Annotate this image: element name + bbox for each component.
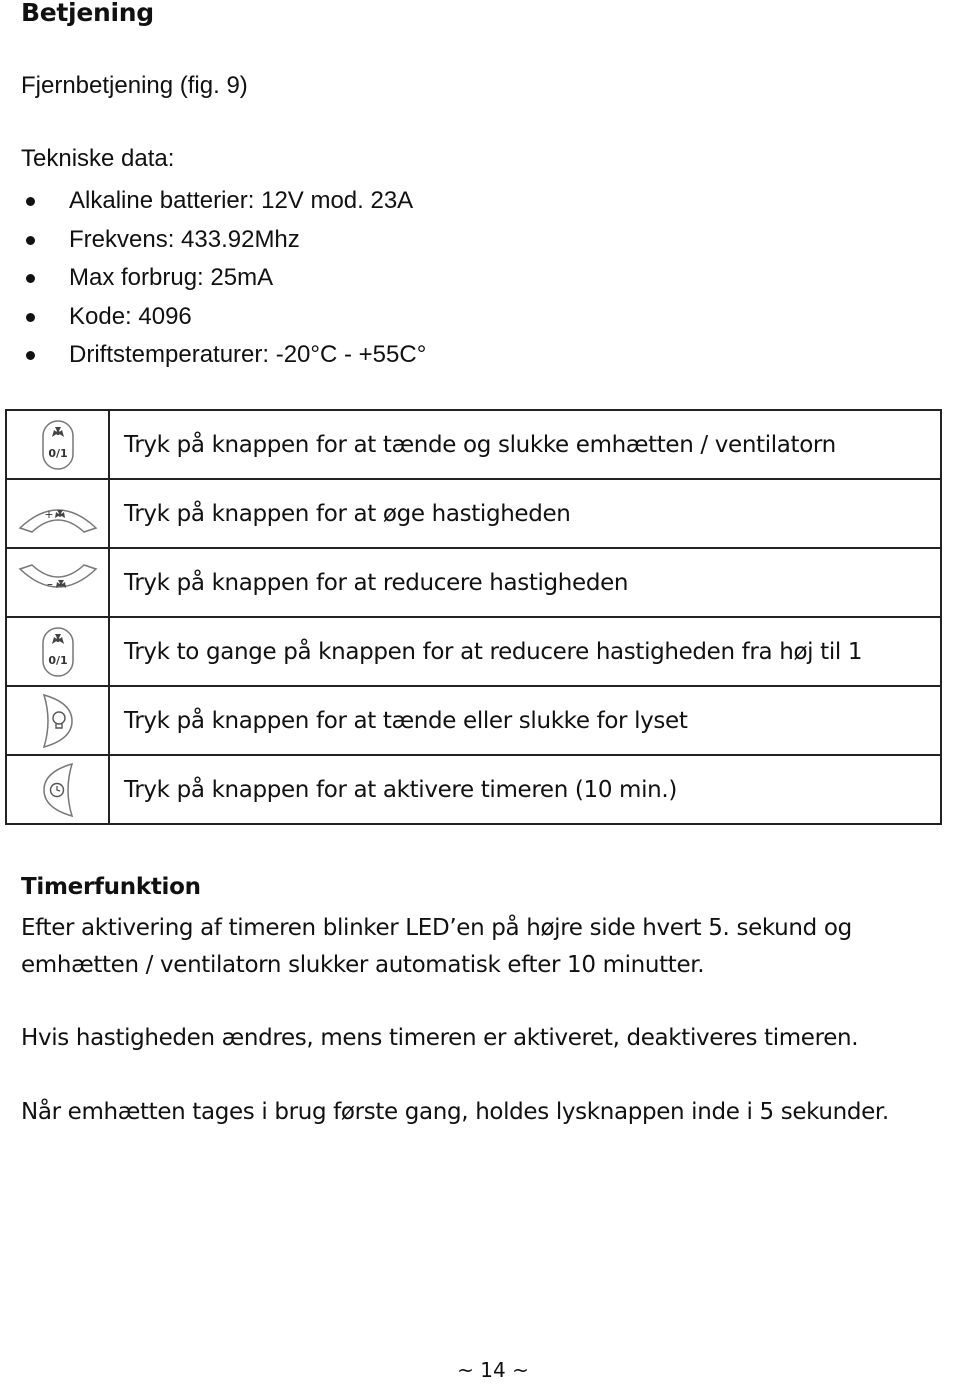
power-fan-button-icon — [40, 419, 76, 471]
svg-text:0/1: 0/1 — [47, 653, 68, 667]
timer-speed-change-note: Hvis hastigheden ændres, mens timeren er aktiveret, deaktiveres timeren. — [21, 1025, 859, 1051]
fan-speed-minus-button-icon — [16, 563, 100, 603]
remote-caption: Fjernbetjening (fig. 9) — [21, 72, 248, 99]
svg-text:+: + — [43, 507, 54, 521]
button-description: Tryk på knappen for at tænde eller slukke for lyset — [109, 686, 941, 755]
remote-buttons-table — [5, 409, 942, 825]
svg-text:–: – — [46, 576, 53, 591]
table-row — [6, 755, 941, 824]
specs-list — [0, 182, 426, 375]
button-description: Tryk to gange på knappen for at reducere hastigheden fra høj til 1 — [109, 617, 941, 686]
table-row — [6, 686, 941, 755]
page-number: ~ 14 ~ — [457, 1358, 529, 1382]
table-row — [6, 410, 941, 479]
bullet-icon — [26, 197, 35, 206]
bullet-icon — [26, 351, 35, 360]
table-row — [6, 548, 941, 617]
button-description: Tryk på knappen for at reducere hastigheden — [109, 548, 941, 617]
light-bulb-button-icon — [38, 693, 78, 749]
timer-description-line-1: Efter aktivering af timeren blinker LED’en på højre side hvert 5. sekund og — [21, 915, 852, 941]
spec-item: Max forbrug: 25mA — [0, 259, 426, 298]
fan-speed-plus-button-icon — [16, 494, 100, 534]
svg-text:0/1: 0/1 — [47, 446, 68, 460]
timer-clock-button-icon — [38, 762, 78, 818]
button-description: Tryk på knappen for at tænde og slukke emhætten / ventilatorn — [109, 410, 941, 479]
bullet-icon — [26, 274, 35, 283]
bullet-icon — [26, 236, 35, 245]
table-row — [6, 617, 941, 686]
power-fan-button-icon — [40, 626, 76, 678]
spec-item: Kode: 4096 — [0, 298, 426, 337]
spec-item: Alkaline batterier: 12V mod. 23A — [0, 182, 426, 221]
spec-item: Driftstemperaturer: -20°C - +55C° — [0, 336, 426, 375]
section-heading: Betjening — [21, 0, 154, 27]
timer-description-line-2: emhætten / ventilatorn slukker automatisk efter 10 minutter. — [21, 952, 705, 978]
specs-title: Tekniske data: — [21, 145, 175, 172]
spec-item: Frekvens: 433.92Mhz — [0, 221, 426, 260]
timer-section-title: Timerfunktion — [21, 874, 201, 900]
button-description: Tryk på knappen for at aktivere timeren (10 min.) — [109, 755, 941, 824]
button-description: Tryk på knappen for at øge hastigheden — [109, 479, 941, 548]
first-use-note: Når emhætten tages i brug første gang, holdes lysknappen inde i 5 sekunder. — [21, 1099, 889, 1125]
bullet-icon — [26, 313, 35, 322]
table-row — [6, 479, 941, 548]
